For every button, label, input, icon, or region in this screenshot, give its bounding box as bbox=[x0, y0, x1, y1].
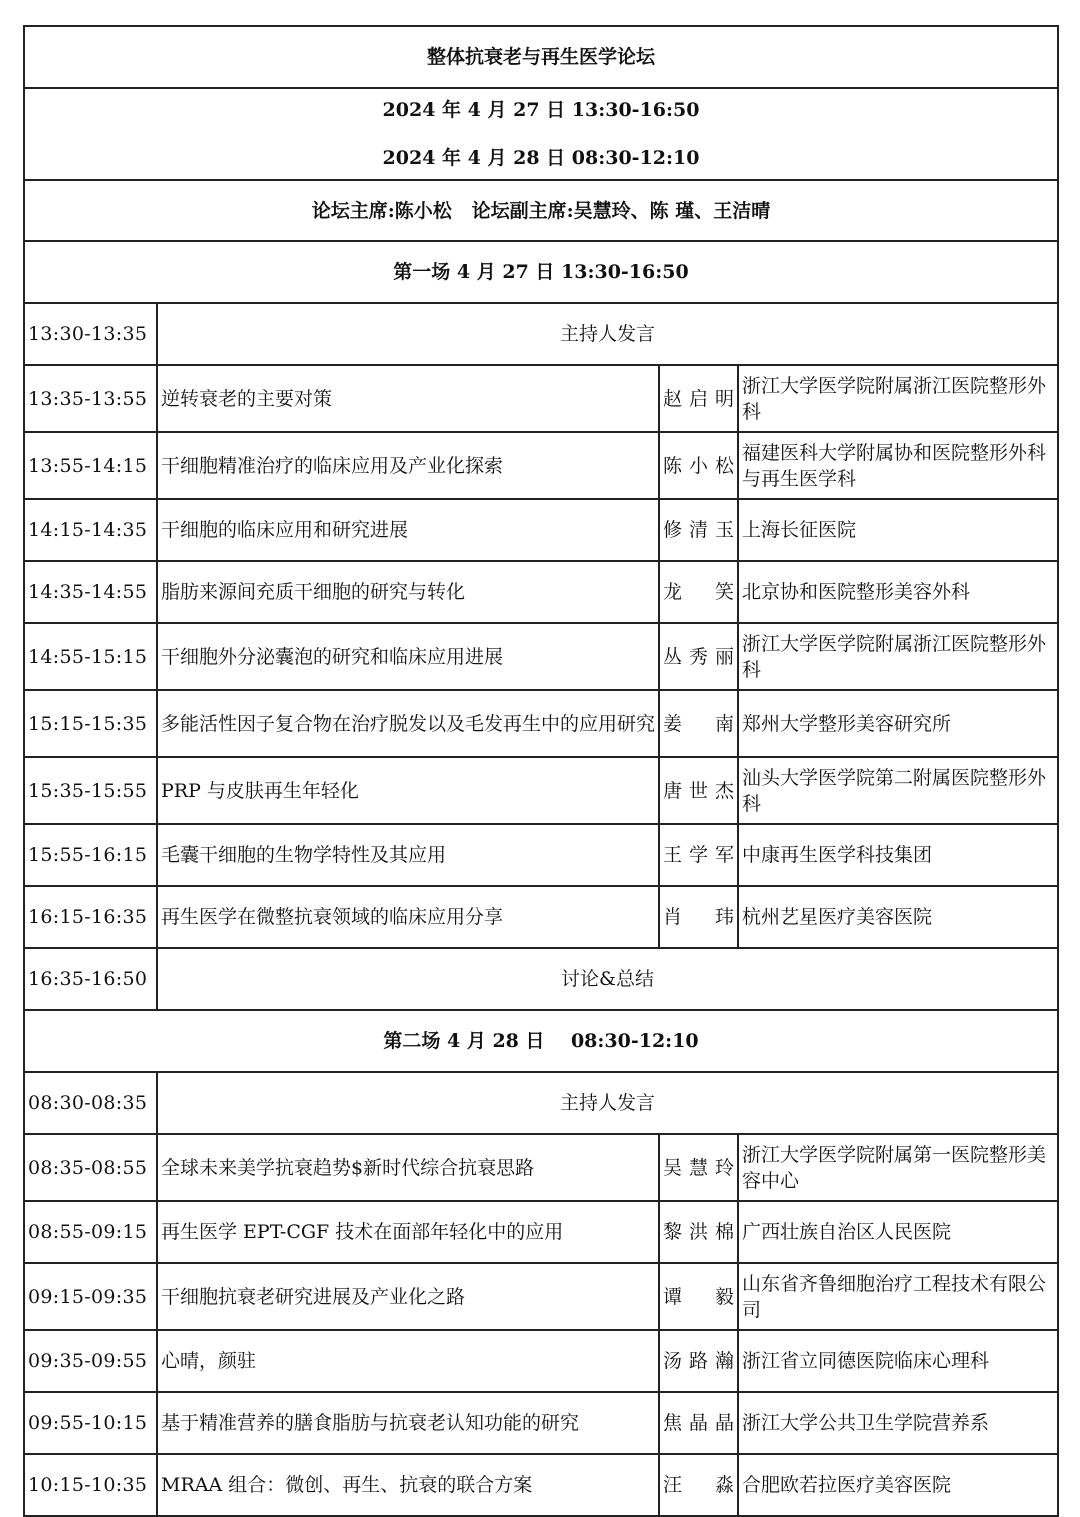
talk-title: 全球未来美学抗衰趋势$新时代综合抗衰思路 bbox=[157, 1134, 659, 1201]
session-time: 08:30-08:35 bbox=[24, 1072, 157, 1134]
talk-time: 13:55-14:15 bbox=[24, 432, 157, 499]
session1-opening-row bbox=[24, 303, 1058, 365]
talk-title: 毛囊干细胞的生物学特性及其应用 bbox=[157, 824, 659, 886]
talk-speaker: 修清玉 bbox=[659, 499, 738, 561]
forum-dates bbox=[24, 88, 1058, 180]
session1-heading-row bbox=[24, 241, 1058, 303]
talk-title: PRP 与皮肤再生年轻化 bbox=[157, 757, 659, 824]
talk-row bbox=[24, 623, 1058, 690]
talk-time: 13:35-13:55 bbox=[24, 365, 157, 432]
talk-institution: 福建医科大学附属协和医院整形外科与再生医学科 bbox=[738, 432, 1058, 499]
session-opening-label: 主持人发言 bbox=[157, 1072, 1058, 1134]
talk-time: 08:55-09:15 bbox=[24, 1201, 157, 1263]
forum-date-1: 2024 年 4 月 27 日 13:30-16:50 bbox=[382, 99, 700, 121]
talk-time: 08:35-08:55 bbox=[24, 1134, 157, 1201]
talk-speaker: 肖玮 bbox=[659, 886, 738, 948]
talk-row bbox=[24, 1392, 1058, 1454]
session2-heading-row bbox=[24, 1010, 1058, 1072]
talk-speaker: 唐世杰 bbox=[659, 757, 738, 824]
talk-title: 干细胞精准治疗的临床应用及产业化探索 bbox=[157, 432, 659, 499]
talk-title: 逆转衰老的主要对策 bbox=[157, 365, 659, 432]
session1-heading: 第一场 4 月 27 日 13:30-16:50 bbox=[24, 241, 1058, 303]
talk-speaker: 吴慧玲 bbox=[659, 1134, 738, 1201]
talk-institution: 中康再生医学科技集团 bbox=[738, 824, 1058, 886]
talk-speaker: 黎洪棉 bbox=[659, 1201, 738, 1263]
talk-institution: 浙江大学医学院附属浙江医院整形外科 bbox=[738, 623, 1058, 690]
talk-time: 09:35-09:55 bbox=[24, 1330, 157, 1392]
talk-row bbox=[24, 1454, 1058, 1516]
talk-row bbox=[24, 432, 1058, 499]
session1-closing-row bbox=[24, 948, 1058, 1010]
talk-title: 再生医学在微整抗衰领域的临床应用分享 bbox=[157, 886, 659, 948]
talk-row bbox=[24, 1263, 1058, 1330]
talk-time: 10:15-10:35 bbox=[24, 1454, 157, 1516]
forum-title-row bbox=[24, 26, 1058, 88]
session2-talks bbox=[24, 1134, 1058, 1516]
talk-title: 心晴，颜驻 bbox=[157, 1330, 659, 1392]
session-closing-label: 讨论&总结 bbox=[157, 948, 1058, 1010]
talk-time: 09:15-09:35 bbox=[24, 1263, 157, 1330]
talk-time: 14:55-15:15 bbox=[24, 623, 157, 690]
forum-date-2: 2024 年 4 月 28 日 08:30-12:10 bbox=[382, 147, 700, 169]
talk-speaker: 龙笑 bbox=[659, 561, 738, 623]
session2-heading: 第二场 4 月 28 日 08:30-12:10 bbox=[24, 1010, 1058, 1072]
talk-institution: 浙江省立同德医院临床心理科 bbox=[738, 1330, 1058, 1392]
session-opening-label: 主持人发言 bbox=[157, 303, 1058, 365]
talk-title: MRAA 组合：微创、再生、抗衰的联合方案 bbox=[157, 1454, 659, 1516]
talk-row bbox=[24, 1201, 1058, 1263]
talk-time: 15:15-15:35 bbox=[24, 690, 157, 757]
talk-institution: 合肥欧若拉医疗美容医院 bbox=[738, 1454, 1058, 1516]
talk-speaker: 姜南 bbox=[659, 690, 738, 757]
talk-row bbox=[24, 757, 1058, 824]
talk-institution: 郑州大学整形美容研究所 bbox=[738, 690, 1058, 757]
talk-row bbox=[24, 886, 1058, 948]
forum-dates-row bbox=[24, 88, 1058, 180]
talk-title: 多能活性因子复合物在治疗脱发以及毛发再生中的应用研究 bbox=[157, 690, 659, 757]
talk-time: 14:15-14:35 bbox=[24, 499, 157, 561]
talk-row bbox=[24, 690, 1058, 757]
talk-institution: 浙江大学医学院附属第一医院整形美容中心 bbox=[738, 1134, 1058, 1201]
talk-institution: 浙江大学医学院附属浙江医院整形外科 bbox=[738, 365, 1058, 432]
talk-speaker: 陈小松 bbox=[659, 432, 738, 499]
talk-speaker: 赵启明 bbox=[659, 365, 738, 432]
talk-speaker: 谭毅 bbox=[659, 1263, 738, 1330]
talk-time: 16:15-16:35 bbox=[24, 886, 157, 948]
talk-time: 09:55-10:15 bbox=[24, 1392, 157, 1454]
talk-speaker: 王学军 bbox=[659, 824, 738, 886]
talk-row bbox=[24, 499, 1058, 561]
talk-title: 基于精准营养的膳食脂肪与抗衰老认知功能的研究 bbox=[157, 1392, 659, 1454]
talk-row bbox=[24, 824, 1058, 886]
talk-institution: 山东省齐鲁细胞治疗工程技术有限公司 bbox=[738, 1263, 1058, 1330]
talk-speaker: 丛秀丽 bbox=[659, 623, 738, 690]
talk-title: 干细胞外分泌囊泡的研究和临床应用进展 bbox=[157, 623, 659, 690]
talk-institution: 北京协和医院整形美容外科 bbox=[738, 561, 1058, 623]
talk-time: 15:55-16:15 bbox=[24, 824, 157, 886]
session-time: 13:30-13:35 bbox=[24, 303, 157, 365]
talk-title: 干细胞的临床应用和研究进展 bbox=[157, 499, 659, 561]
forum-chairs: 论坛主席:陈小松 论坛副主席:吴慧玲、陈 瑾、王洁晴 bbox=[24, 180, 1058, 241]
talk-time: 15:35-15:55 bbox=[24, 757, 157, 824]
talk-speaker: 汤路瀚 bbox=[659, 1330, 738, 1392]
talk-row bbox=[24, 1330, 1058, 1392]
talk-row bbox=[24, 1134, 1058, 1201]
forum-title: 整体抗衰老与再生医学论坛 bbox=[24, 26, 1058, 88]
forum-schedule-table bbox=[23, 25, 1059, 1517]
session1-talks bbox=[24, 365, 1058, 948]
talk-institution: 汕头大学医学院第二附属医院整形外科 bbox=[738, 757, 1058, 824]
talk-speaker: 焦晶晶 bbox=[659, 1392, 738, 1454]
session2-opening-row bbox=[24, 1072, 1058, 1134]
forum-chairs-row bbox=[24, 180, 1058, 241]
talk-title: 脂肪来源间充质干细胞的研究与转化 bbox=[157, 561, 659, 623]
talk-time: 14:35-14:55 bbox=[24, 561, 157, 623]
talk-institution: 浙江大学公共卫生学院营养系 bbox=[738, 1392, 1058, 1454]
talk-institution: 上海长征医院 bbox=[738, 499, 1058, 561]
talk-speaker: 汪淼 bbox=[659, 1454, 738, 1516]
talk-row bbox=[24, 561, 1058, 623]
talk-institution: 杭州艺星医疗美容医院 bbox=[738, 886, 1058, 948]
talk-title: 再生医学 EPT-CGF 技术在面部年轻化中的应用 bbox=[157, 1201, 659, 1263]
talk-institution: 广西壮族自治区人民医院 bbox=[738, 1201, 1058, 1263]
talk-title: 干细胞抗衰老研究进展及产业化之路 bbox=[157, 1263, 659, 1330]
talk-row bbox=[24, 365, 1058, 432]
session-time: 16:35-16:50 bbox=[24, 948, 157, 1010]
